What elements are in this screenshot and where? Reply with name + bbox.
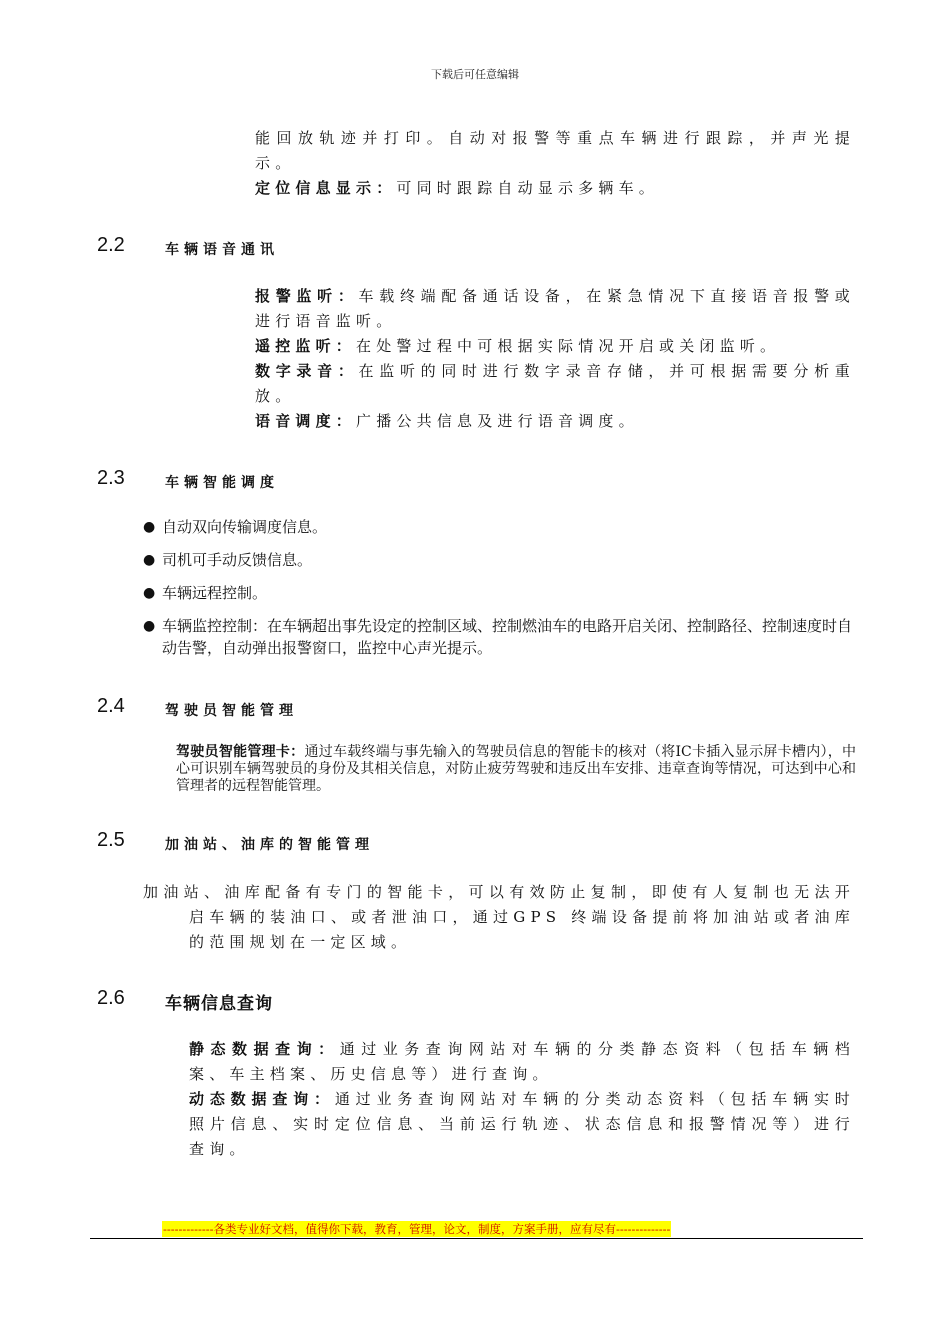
bullet-icon: ● [143, 585, 156, 601]
item-label: 驾驶员智能管理卡： [176, 744, 305, 760]
s26-static-query [189, 1037, 855, 1087]
footer-divider [90, 1238, 863, 1239]
page-header-note: 下载后可任意编辑 [431, 68, 519, 81]
intro-item [255, 176, 855, 201]
item-text: 在监听的同时进行数字录音存储，并可根据需要分析重放。 [255, 362, 855, 405]
footer-banner: -------------各类专业好文档，值得你下载，教育，管理，论文，制度，方案手册，应有尽有-------------- [163, 1222, 671, 1236]
s25-paragraph [143, 880, 855, 955]
item-label: 遥控监听： [255, 337, 357, 355]
bullet-icon: ● [143, 552, 156, 568]
item-text: 通过业务查询网站对车辆的分类静态资料（包括车辆档案、车主档案、历史信息等）进行查询。 [189, 1040, 855, 1083]
item-text: 广播公共信息及进行语音调度。 [356, 412, 639, 430]
intro-item-label: 定位信息显示： [255, 179, 397, 197]
section-title: 车辆语音通讯 [165, 242, 279, 258]
section-title: 驾驶员智能管理 [165, 703, 298, 719]
s24-driver-card-paragraph [176, 744, 856, 795]
s22-item-remote-listen [255, 334, 855, 359]
s26-dynamic-query [189, 1087, 855, 1162]
bullet-icon: ● [143, 618, 156, 634]
intro-line: 能回放轨迹并打印。自动对报警等重点车辆进行跟踪，并声光提示。 [255, 129, 855, 172]
bullet-item [143, 615, 859, 659]
section-title: 加油站、油库的智能管理 [165, 837, 374, 853]
section-number: 2.4 [97, 695, 125, 717]
section-number: 2.6 [97, 987, 125, 1009]
paragraph-text: 加油站、油库配备有专门的智能卡，可以有效防止复制，即使有人复制也无法开启车辆的装油口、或者泄油口，通过GPS 终端设备提前将加油站或者油库的范围规划在一定区域。 [143, 883, 855, 951]
bullet-item [143, 549, 859, 571]
bullet-icon: ● [143, 519, 156, 535]
item-label: 动态数据查询： [189, 1090, 335, 1108]
section-title: 车辆智能调度 [165, 475, 279, 491]
bullet-text: 司机可手动反馈信息。 [162, 551, 313, 569]
item-text: 在处警过程中可根据实际情况开启或关闭监听。 [356, 337, 781, 355]
item-text: 通过车载终端与事先输入的驾驶员信息的智能卡的核对（将IC卡插入显示屏卡槽内），中心可识别车辆驾驶员的身份及其相关信息，对防止疲劳驾驶和违反出车安排、违章查询等情况，可达到中心和管理者的远程智能管理。 [176, 744, 857, 794]
section-number: 2.5 [97, 829, 125, 851]
item-label: 静态数据查询： [189, 1040, 340, 1058]
bullet-item [143, 582, 859, 604]
intro-paragraph [255, 126, 855, 176]
s22-item-digital-record [255, 359, 855, 409]
section-number: 2.2 [97, 234, 125, 256]
item-label: 报警监听： [255, 287, 359, 305]
bullet-text: 车辆远程控制。 [162, 584, 268, 602]
intro-item-text: 可同时跟踪自动显示多辆车。 [396, 179, 660, 197]
item-label: 语音调度： [255, 412, 357, 430]
bullet-text: 车辆监控控制：在车辆超出事先设定的控制区域、控制燃油车的电路开启关闭、控制路径、控制速度时自动告警，自动弹出报警窗口，监控中心声光提示。 [162, 617, 853, 657]
section-number: 2.3 [97, 467, 125, 489]
item-text: 车载终端配备通话设备，在紧急情况下直接语音报警或进行语音监听。 [255, 287, 855, 330]
section-title: 车辆信息查询 [165, 994, 273, 1014]
s22-item-alarm-listen [255, 284, 855, 334]
s22-item-voice-dispatch [255, 409, 855, 434]
item-text: 通过业务查询网站对车辆的分类动态资料（包括车辆实时照片信息、实时定位信息、当前运行轨迹、状态信息和报警情况等）进行查询。 [189, 1090, 855, 1158]
bullet-item [143, 516, 859, 538]
bullet-text: 自动双向传输调度信息。 [162, 518, 328, 536]
item-label: 数字录音： [255, 362, 359, 380]
